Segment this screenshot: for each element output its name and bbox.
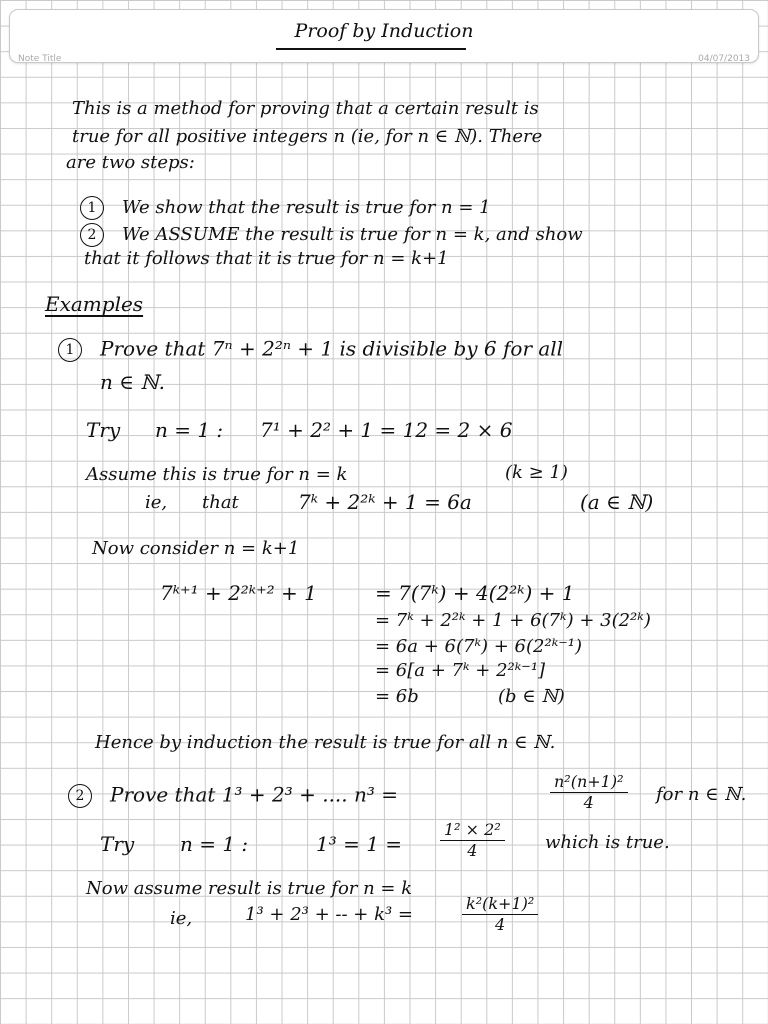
step-1-text: We show that the result is true for n = 1: [122, 197, 491, 218]
example-1-number: 1: [58, 338, 82, 362]
example-1-step-c: = 6a + 6(7ᵏ) + 6(2²ᵏ⁻¹): [375, 636, 582, 657]
example-1-ie-that: that: [202, 492, 239, 513]
example-2-assume: Now assume result is true for n = k: [86, 878, 413, 899]
step-1: [80, 196, 491, 220]
example-2-number: 2: [68, 784, 92, 808]
example-1-lhs: 7ᵏ⁺¹ + 2²ᵏ⁺² + 1: [160, 581, 317, 605]
example-2-try-case: n = 1 :: [180, 832, 249, 856]
example-1-assume-condition: (k ≥ 1): [505, 462, 568, 483]
example-2-try-end: which is true.: [545, 832, 670, 853]
example-2-hypothesis: 1³ + 2³ + -- + k³ =: [245, 904, 414, 925]
example-1-conclusion: Hence by induction the result is true for all n ∈ ℕ.: [95, 732, 556, 753]
example-1-statement-cont: n ∈ ℕ.: [100, 370, 166, 394]
example-1-step-b: = 7ᵏ + 2²ᵏ + 1 + 6(7ᵏ) + 3(2²ᵏ): [375, 610, 651, 631]
step-1-number: 1: [80, 196, 104, 220]
example-1-try-label: Try: [86, 418, 121, 442]
example-2-statement: [68, 784, 398, 808]
example-1-step-e: = 6b: [375, 686, 419, 707]
example-1-assume: Assume this is true for n = k: [86, 464, 348, 485]
example-2-hypothesis-fraction-numerator: k²(k+1)²: [462, 896, 538, 915]
step-2-continued: that it follows that it is true for n = k+1: [84, 248, 449, 269]
step-2: [80, 223, 583, 247]
example-2-fraction-denominator: 4: [583, 793, 594, 812]
example-1-try-calc: 7¹ + 2² + 1 = 12 = 2 × 6: [260, 418, 513, 442]
example-2-try-label: Try: [100, 832, 135, 856]
example-1-ie-label: ie,: [145, 492, 168, 513]
example-2-fraction-numerator: n²(n+1)²: [550, 774, 628, 793]
example-2-statement-end: for n ∈ ℕ.: [656, 784, 747, 805]
example-1-step-a: = 7(7ᵏ) + 4(2²ᵏ) + 1: [375, 581, 575, 605]
example-2-hypothesis-fraction-denominator: 4: [495, 915, 506, 934]
example-1-step-e-condition: (b ∈ ℕ): [498, 686, 565, 707]
example-1-hypothesis-condition: (a ∈ ℕ): [580, 490, 654, 514]
example-2-text: Prove that 1³ + 2³ + .... n³ =: [110, 782, 399, 807]
example-1-hypothesis: 7ᵏ + 2²ᵏ + 1 = 6a: [298, 490, 472, 514]
step-2-number: 2: [80, 223, 104, 247]
example-2-fraction: [550, 774, 628, 811]
examples-heading: Examples: [45, 292, 144, 316]
intro-line-3: are two steps:: [66, 152, 195, 173]
example-2-hypothesis-formula: [462, 896, 538, 933]
example-2-hypothesis-fraction: [462, 896, 538, 933]
example-1-text: Prove that 7ⁿ + 2²ⁿ + 1 is divisible by 6 for all: [100, 336, 564, 361]
title-underline: [276, 48, 466, 50]
example-2-try-fraction-numerator: 1² × 2²: [440, 822, 505, 841]
example-2-formula: [550, 774, 628, 811]
example-1-statement: [58, 338, 563, 362]
example-1-now: Now consider n = k+1: [92, 538, 300, 559]
note-date: 04/07/2013: [698, 54, 750, 64]
example-2-ie-label: ie,: [170, 908, 193, 929]
example-2-try-calc: 1³ = 1 =: [316, 832, 403, 856]
example-2-try-fraction: [440, 822, 505, 859]
note-title-label: Note Title: [18, 54, 62, 64]
intro-line-2: true for all positive integers n (ie, for n ∈ ℕ). There: [72, 126, 543, 147]
example-1-try-case: n = 1 :: [155, 418, 224, 442]
intro-line-1: This is a method for proving that a certain result is: [72, 98, 539, 119]
example-2-try-formula: [440, 822, 505, 859]
step-2-text: We ASSUME the result is true for n = k, and show: [122, 224, 583, 245]
example-2-try-fraction-denominator: 4: [467, 841, 478, 860]
example-1-step-d: = 6[a + 7ᵏ + 2²ᵏ⁻¹]: [375, 660, 546, 681]
page-title: Proof by Induction: [294, 20, 474, 42]
